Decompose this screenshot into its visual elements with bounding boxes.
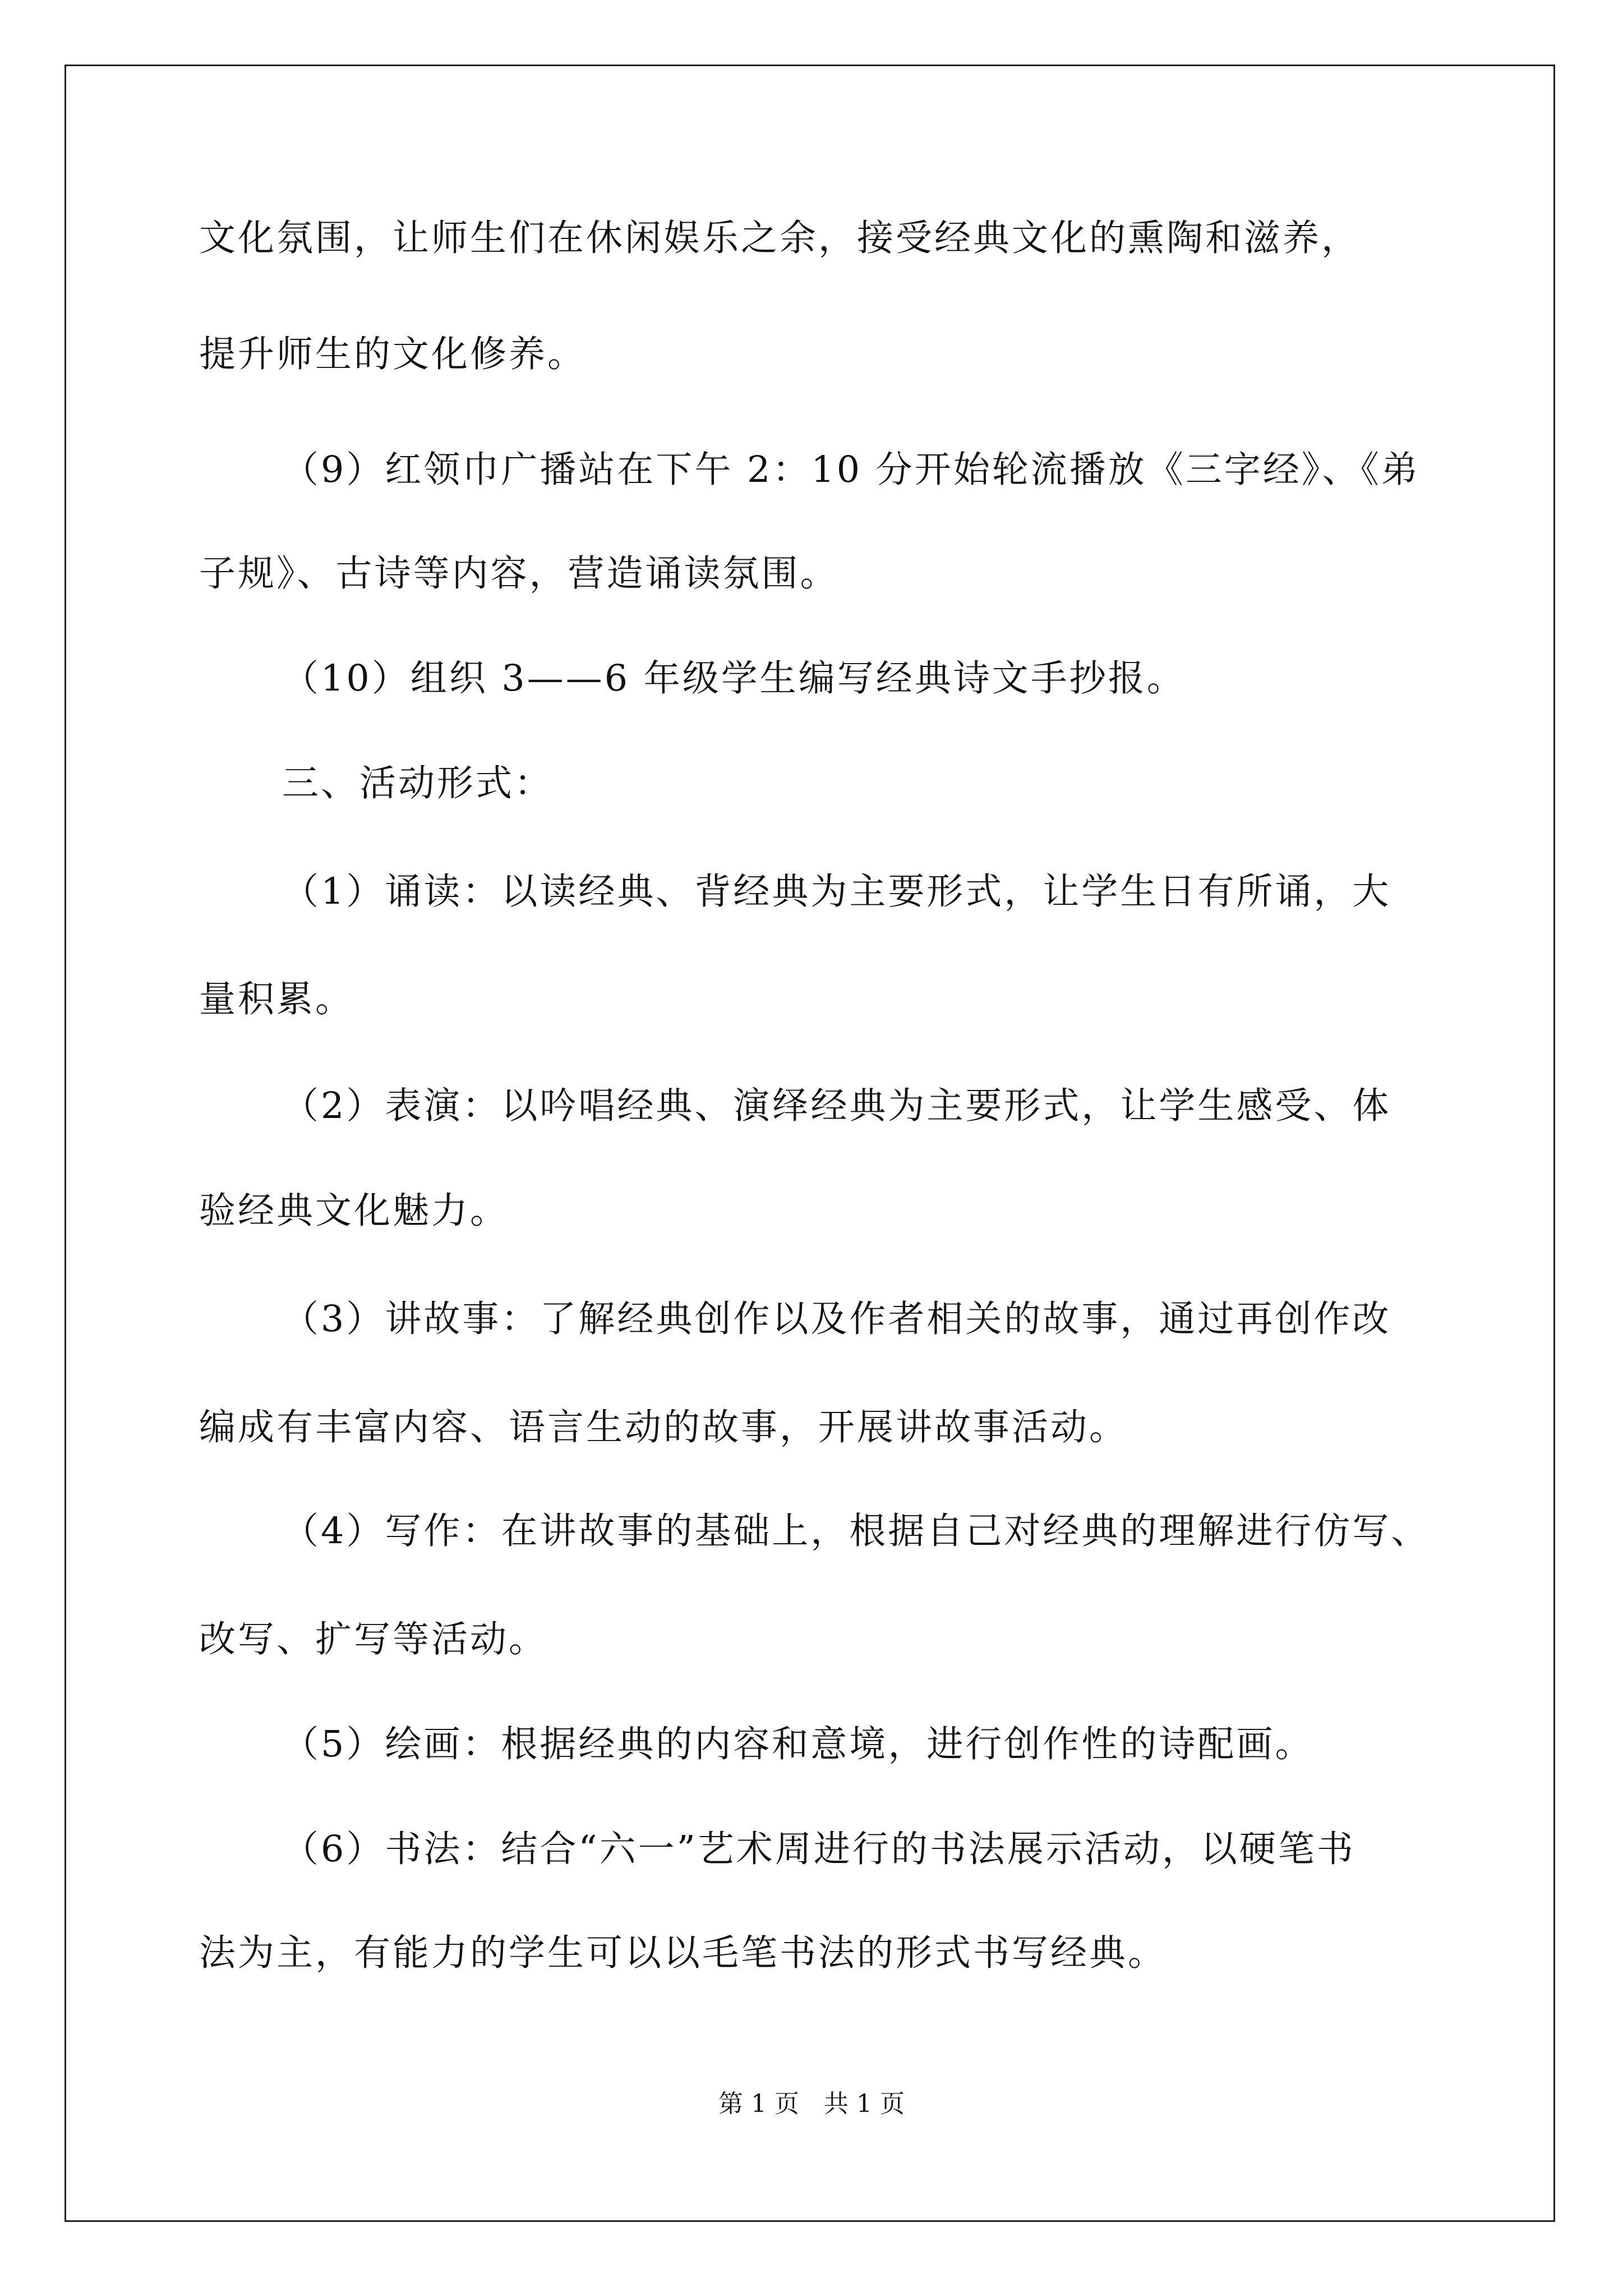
paragraph-line: （9）红领巾广播站在下午 2：10 分开始轮流播放《三字经》、《弟 xyxy=(282,449,1420,491)
paragraph-line: （1）诵读：以读经典、背经典为主要形式，让学生日有所诵，大 xyxy=(282,871,1391,913)
section-heading: 三、活动形式： xyxy=(282,762,554,804)
paragraph-line: （5）绘画：根据经典的内容和意境，进行创作性的诗配画。 xyxy=(282,1723,1314,1765)
paragraph-line: （10）组织 3——6 年级学生编写经典诗文手抄报。 xyxy=(282,657,1186,700)
paragraph-line: 编成有丰富内容、语言生动的故事，开展讲故事活动。 xyxy=(199,1406,1128,1448)
paragraph-line: 法为主，有能力的学生可以以毛笔书法的形式书写经典。 xyxy=(199,1932,1167,1974)
paragraph-line: （3）讲故事：了解经典创作以及作者相关的故事，通过再创作改 xyxy=(282,1298,1391,1340)
paragraph-line: 提升师生的文化修养。 xyxy=(199,333,587,375)
paragraph-line: （2）表演：以吟唱经典、演绎经典为主要形式，让学生感受、体 xyxy=(282,1085,1391,1127)
paragraph-line: 改写、扩写等活动。 xyxy=(199,1618,548,1660)
paragraph-line: 子规》、古诗等内容，营造诵读氛围。 xyxy=(199,553,839,595)
page-border xyxy=(64,65,1555,2222)
paragraph-line: （4）写作：在讲故事的基础上，根据自己对经典的理解进行仿写、 xyxy=(282,1510,1430,1552)
paragraph-line: （6）书法：结合“六一”艺术周进行的书法展示活动，以硬笔书 xyxy=(282,1828,1355,1870)
page-number-footer: 第 1 页 共 1 页 xyxy=(718,2090,905,2118)
paragraph-line: 验经典文化魅力。 xyxy=(199,1190,509,1232)
paragraph-line: 量积累。 xyxy=(199,978,354,1020)
paragraph-line: 文化氛围，让师生们在休闲娱乐之余，接受经典文化的熏陶和滋养， xyxy=(199,217,1361,259)
